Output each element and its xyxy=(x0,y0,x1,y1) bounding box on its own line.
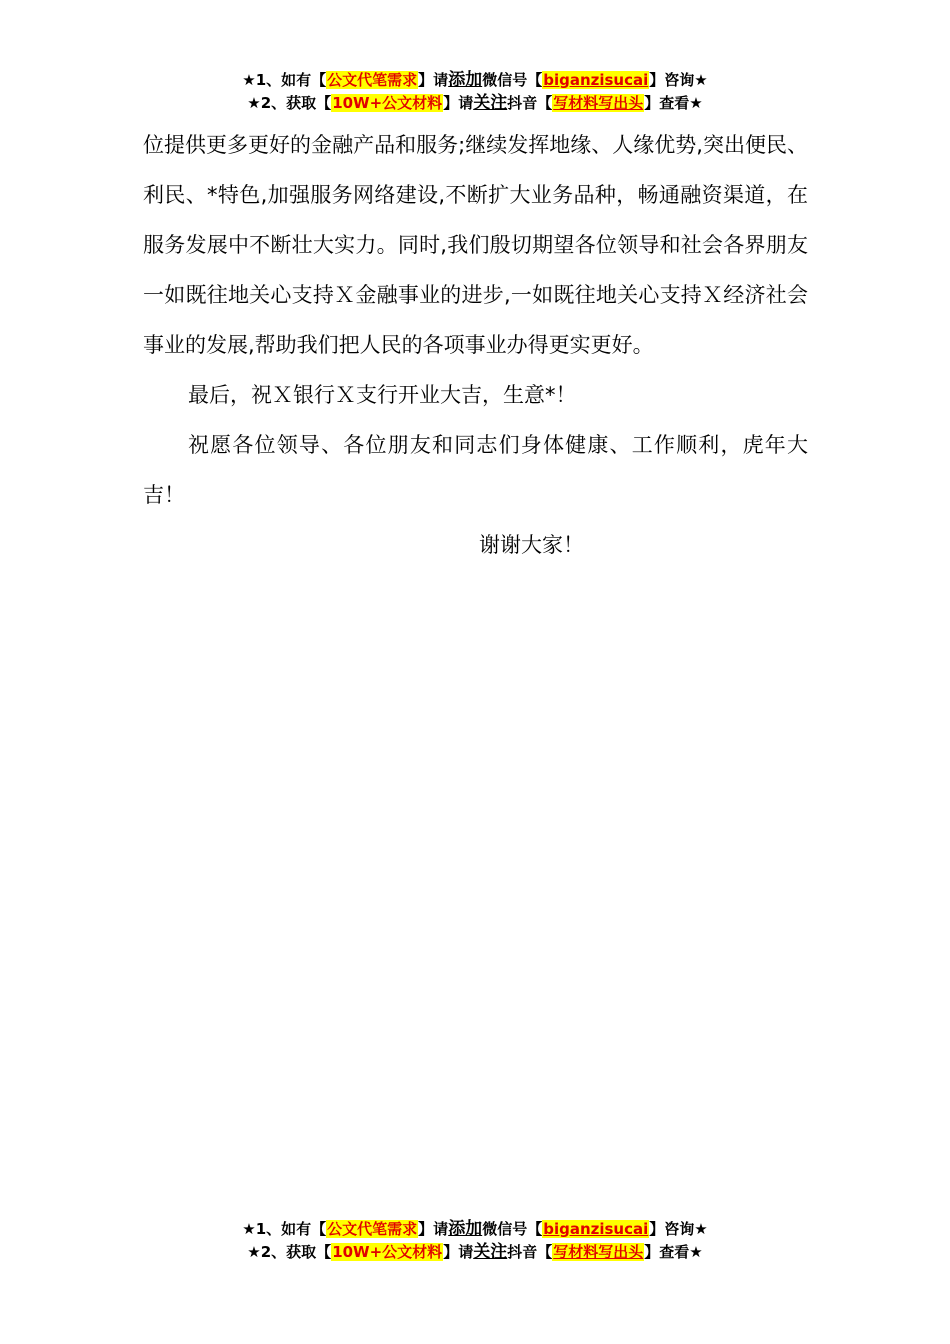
banner-line-1 xyxy=(0,1218,950,1241)
banner-text: 微信号【 xyxy=(482,71,543,89)
banner-highlight: 10W+公文材料 xyxy=(332,1243,443,1261)
banner-text: 】查看★ xyxy=(644,94,703,112)
banner-text: ★1、如有【 xyxy=(242,71,327,89)
banner-line-1 xyxy=(0,69,950,92)
banner-text: 抖音【 xyxy=(507,1243,553,1261)
banner-text: 】请 xyxy=(443,1243,474,1261)
banner-highlight: 公文代笔需求 xyxy=(327,71,418,89)
douyin-account-link[interactable]: 写材料写出头 xyxy=(553,1243,644,1261)
banner-text: 抖音【 xyxy=(507,94,553,112)
body-paragraph: 位提供更多更好的金融产品和服务;继续发挥地缘、人缘优势,突出便民、利民、*特色,加强服务网络建设,不断扩大业务品种，畅通融资渠道，在服务发展中不断壮大实力。同时,我们殷切期望各位领导和社会各界朋友一如既往地关心支持Ｘ金融事业的进步,一如既往地关心支持Ｘ经济社会事业的发展,帮助我们把人民的各项事业办得更实更好。 xyxy=(143,133,808,357)
body-paragraph: 祝愿各位领导、各位朋友和同志们身体健康、工作顺利，虎年大吉！ xyxy=(143,433,808,507)
banner-text: 】查看★ xyxy=(644,1243,703,1261)
body-paragraph: 最后，祝Ｘ银行Ｘ支行开业大吉，生意*！ xyxy=(188,383,577,407)
document-body xyxy=(143,120,808,570)
banner-line-2 xyxy=(0,1241,950,1264)
banner-text: ★2、获取【 xyxy=(247,94,332,112)
banner-text: 】请 xyxy=(418,71,449,89)
header-banner xyxy=(0,69,950,115)
wechat-id-link[interactable]: biganzisucai xyxy=(543,71,649,89)
banner-text: 】咨询★ xyxy=(649,1220,708,1238)
banner-text: ★1、如有【 xyxy=(242,1220,327,1238)
closing-line: 谢谢大家！ xyxy=(479,533,584,557)
banner-text: 微信号【 xyxy=(482,1220,543,1238)
banner-highlight: 10W+公文材料 xyxy=(332,94,443,112)
banner-emphasis: 关注 xyxy=(473,1242,508,1262)
banner-text: ★2、获取【 xyxy=(247,1243,332,1261)
footer-banner xyxy=(0,1218,950,1264)
banner-emphasis: 添加 xyxy=(448,70,483,90)
douyin-account-link[interactable]: 写材料写出头 xyxy=(553,94,644,112)
banner-emphasis: 添加 xyxy=(448,1219,483,1239)
banner-text: 】咨询★ xyxy=(649,71,708,89)
banner-text: 】请 xyxy=(443,94,474,112)
banner-line-2 xyxy=(0,92,950,115)
wechat-id-link[interactable]: biganzisucai xyxy=(543,1220,649,1238)
banner-emphasis: 关注 xyxy=(473,93,508,113)
banner-text: 】请 xyxy=(418,1220,449,1238)
banner-highlight: 公文代笔需求 xyxy=(327,1220,418,1238)
